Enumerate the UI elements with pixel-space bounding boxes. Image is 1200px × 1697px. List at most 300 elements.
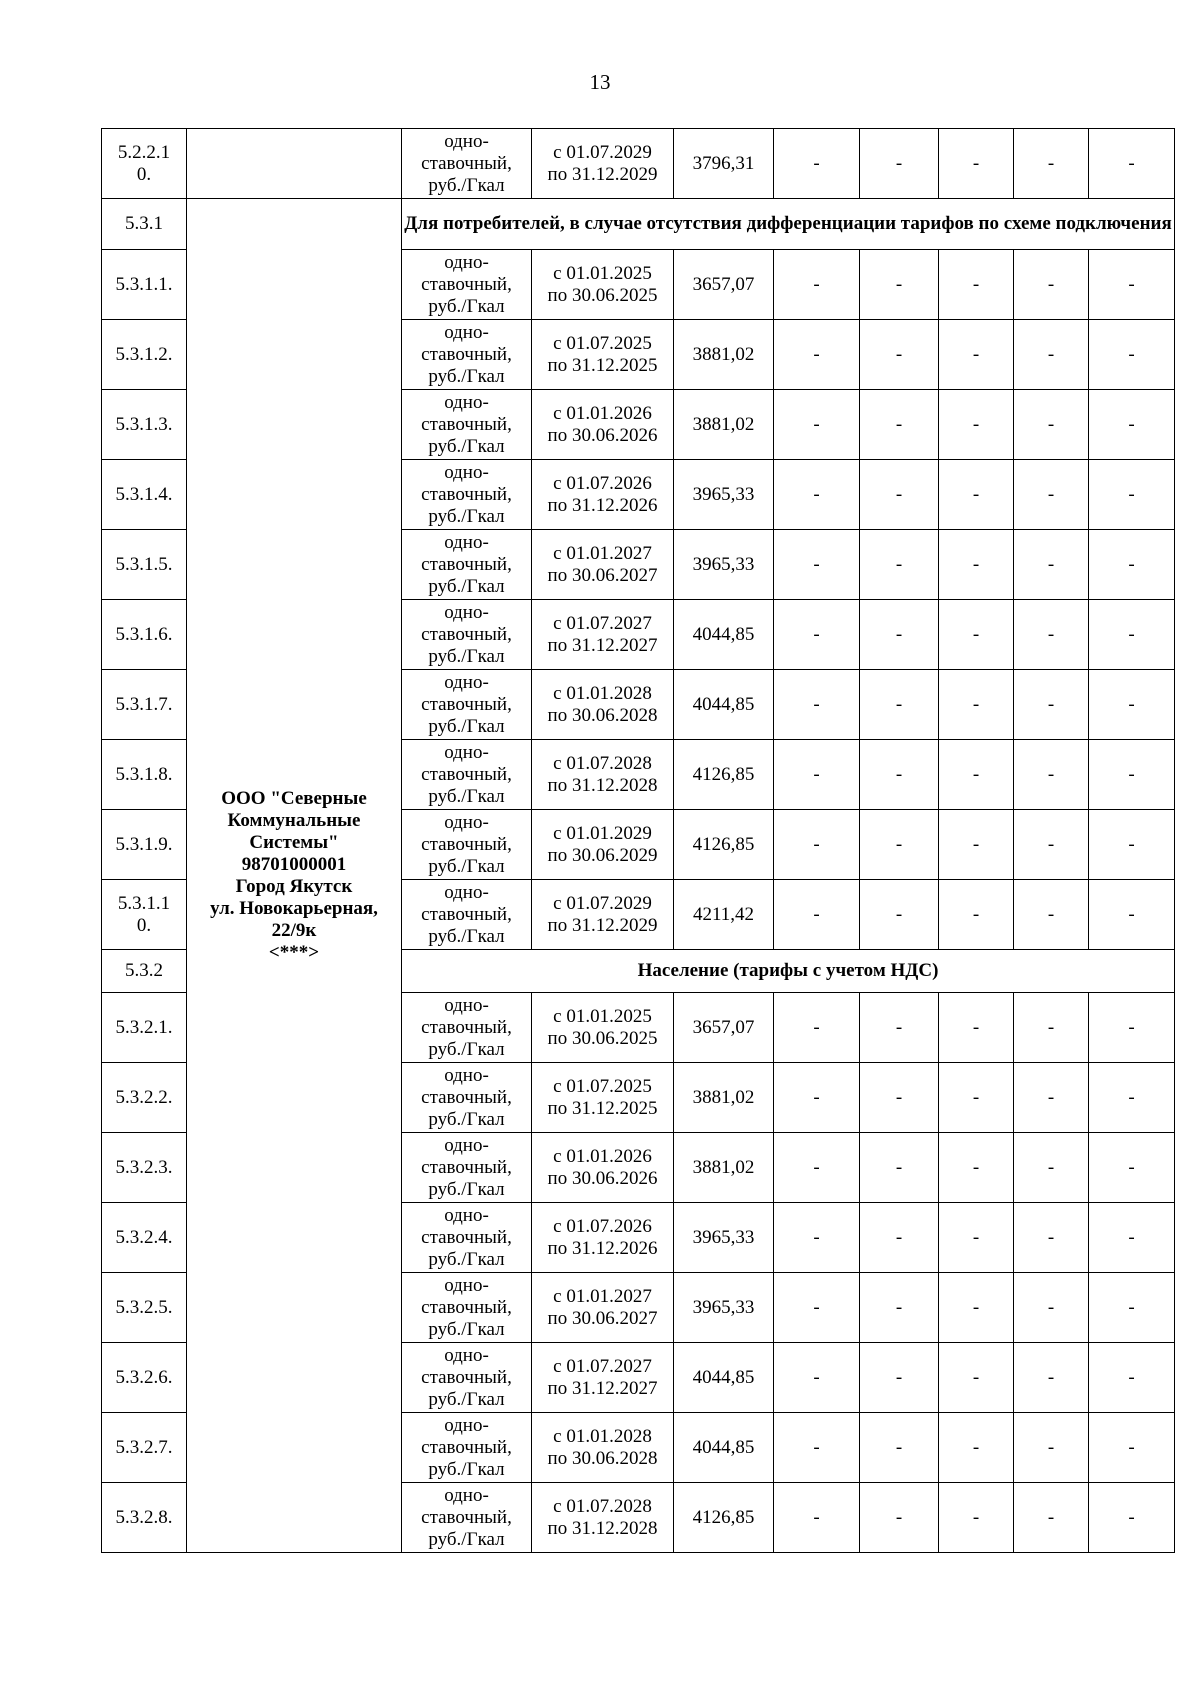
- tariff-value: 3965,33: [674, 1203, 774, 1273]
- rate-type-line: руб./Гкал: [428, 365, 505, 387]
- rate-type-line: руб./Гкал: [428, 295, 505, 317]
- dash-cell: -: [860, 390, 939, 460]
- row-code: [102, 740, 187, 810]
- dash-cell: -: [939, 129, 1014, 199]
- tariff-period: [532, 530, 674, 600]
- tariff-table: [101, 128, 1175, 1553]
- row-code-line: 5.3.2.3.: [115, 1156, 173, 1178]
- section-title: Население (тарифы с учетом НДС): [402, 950, 1175, 993]
- dash-cell: -: [860, 600, 939, 670]
- rate-type-line: ставочный,: [421, 833, 512, 855]
- section-row: [102, 199, 1175, 250]
- row-code-line: 5.3.2.2.: [115, 1086, 173, 1108]
- dash-cell: -: [860, 460, 939, 530]
- tariff-period: [532, 129, 674, 199]
- dash-cell: -: [939, 993, 1014, 1063]
- row-code: [102, 1133, 187, 1203]
- row-code-line: 0.: [136, 914, 152, 936]
- row-code-line: 5.3.2.7.: [115, 1436, 173, 1458]
- dash-cell: -: [1014, 1483, 1089, 1553]
- tariff-period: [532, 1413, 674, 1483]
- rate-type-line: одно-: [444, 251, 489, 273]
- period-line: с 01.01.2028: [553, 1425, 652, 1447]
- tariff-period: [532, 1273, 674, 1343]
- period-line: по 31.12.2027: [547, 1377, 658, 1399]
- rate-type-line: одно-: [444, 1274, 489, 1296]
- row-code-line: 5.3.1.5.: [115, 553, 173, 575]
- dash-cell: -: [939, 250, 1014, 320]
- rate-type-line: руб./Гкал: [428, 645, 505, 667]
- rate-type: [402, 1413, 532, 1483]
- tariff-period: [532, 1343, 674, 1413]
- page-number: 13: [589, 70, 611, 94]
- rate-type-line: руб./Гкал: [428, 1528, 505, 1550]
- dash-cell: -: [1089, 740, 1175, 810]
- dash-cell: -: [939, 530, 1014, 600]
- rate-type: [402, 670, 532, 740]
- dash-cell: -: [860, 1273, 939, 1343]
- period-line: по 30.06.2029: [547, 844, 658, 866]
- tariff-period: [532, 810, 674, 880]
- row-code-line: 5.3.1.3.: [115, 413, 173, 435]
- row-code-line: 5.3.2.6.: [115, 1366, 173, 1388]
- rate-type-line: ставочный,: [421, 1016, 512, 1038]
- period-line: по 30.06.2025: [547, 284, 658, 306]
- rate-type-line: руб./Гкал: [428, 715, 505, 737]
- dash-cell: -: [774, 670, 860, 740]
- dash-cell: -: [939, 740, 1014, 810]
- row-code: [102, 390, 187, 460]
- dash-cell: -: [774, 129, 860, 199]
- tariff-period: [532, 1133, 674, 1203]
- rate-type-line: одно-: [444, 130, 489, 152]
- dash-cell: -: [860, 1413, 939, 1483]
- dash-cell: -: [774, 810, 860, 880]
- dash-cell: -: [860, 670, 939, 740]
- rate-type-line: руб./Гкал: [428, 435, 505, 457]
- dash-cell: -: [939, 810, 1014, 880]
- dash-cell: -: [774, 880, 860, 950]
- period-line: по 30.06.2026: [547, 1167, 658, 1189]
- dash-cell: -: [860, 740, 939, 810]
- tariff-value: 4126,85: [674, 810, 774, 880]
- period-line: по 30.06.2027: [547, 564, 658, 586]
- row-code: [102, 1063, 187, 1133]
- rate-type: [402, 250, 532, 320]
- tariff-value: 3881,02: [674, 390, 774, 460]
- tariff-period: [532, 670, 674, 740]
- dash-cell: -: [1014, 1413, 1089, 1483]
- tariff-period: [532, 1203, 674, 1273]
- dash-cell: -: [1014, 250, 1089, 320]
- period-line: по 31.12.2029: [547, 163, 658, 185]
- row-code-line: 5.3.1.1: [117, 892, 171, 914]
- dash-cell: -: [860, 250, 939, 320]
- rate-type-line: руб./Гкал: [428, 174, 505, 196]
- rate-type-line: руб./Гкал: [428, 1318, 505, 1340]
- row-code: [102, 250, 187, 320]
- tariff-value: 3657,07: [674, 993, 774, 1063]
- period-line: с 01.01.2027: [553, 1285, 652, 1307]
- tariff-period: [532, 880, 674, 950]
- rate-type-line: ставочный,: [421, 1296, 512, 1318]
- rate-type-line: руб./Гкал: [428, 855, 505, 877]
- dash-cell: -: [1089, 390, 1175, 460]
- period-line: с 01.07.2026: [553, 472, 652, 494]
- dash-cell: -: [1014, 1133, 1089, 1203]
- rate-type-line: ставочный,: [421, 152, 512, 174]
- period-line: по 30.06.2025: [547, 1027, 658, 1049]
- dash-cell: -: [774, 1343, 860, 1413]
- rate-type: [402, 1273, 532, 1343]
- row-code-line: 5.3.1.8.: [115, 763, 173, 785]
- dash-cell: -: [1014, 1063, 1089, 1133]
- tariff-value: 4044,85: [674, 670, 774, 740]
- dash-cell: -: [939, 1273, 1014, 1343]
- period-line: с 01.07.2025: [553, 332, 652, 354]
- period-line: с 01.07.2027: [553, 612, 652, 634]
- row-code: [102, 670, 187, 740]
- dash-cell: -: [939, 390, 1014, 460]
- dash-cell: -: [774, 460, 860, 530]
- period-line: с 01.01.2028: [553, 682, 652, 704]
- rate-type-line: одно-: [444, 994, 489, 1016]
- dash-cell: -: [1014, 1203, 1089, 1273]
- dash-cell: -: [860, 129, 939, 199]
- dash-cell: -: [860, 810, 939, 880]
- row-code: [102, 880, 187, 950]
- rate-type: [402, 810, 532, 880]
- dash-cell: -: [1089, 993, 1175, 1063]
- period-line: с 01.01.2027: [553, 542, 652, 564]
- tariff-period: [532, 993, 674, 1063]
- rate-type-line: ставочный,: [421, 483, 512, 505]
- rate-type-line: одно-: [444, 531, 489, 553]
- period-line: по 31.12.2028: [547, 1517, 658, 1539]
- dash-cell: -: [774, 1413, 860, 1483]
- tariff-value: 3657,07: [674, 250, 774, 320]
- period-line: по 30.06.2028: [547, 1447, 658, 1469]
- tariff-value: 3881,02: [674, 320, 774, 390]
- rate-type-line: руб./Гкал: [428, 1458, 505, 1480]
- dash-cell: -: [1014, 530, 1089, 600]
- row-code: [102, 129, 187, 199]
- rate-type-line: ставочный,: [421, 1506, 512, 1528]
- dash-cell: -: [1014, 129, 1089, 199]
- dash-cell: -: [1089, 810, 1175, 880]
- rate-type-line: руб./Гкал: [428, 575, 505, 597]
- period-line: по 30.06.2027: [547, 1307, 658, 1329]
- dash-cell: -: [1014, 740, 1089, 810]
- row-code-line: 5.3.2.4.: [115, 1226, 173, 1248]
- dash-cell: -: [1089, 460, 1175, 530]
- organization-line: 22/9к: [271, 919, 317, 941]
- dash-cell: -: [1089, 129, 1175, 199]
- rate-type-line: ставочный,: [421, 1156, 512, 1178]
- dash-cell: -: [1014, 600, 1089, 670]
- dash-cell: -: [939, 460, 1014, 530]
- tariff-period: [532, 1483, 674, 1553]
- dash-cell: -: [1089, 1063, 1175, 1133]
- row-code: [102, 1483, 187, 1553]
- rate-type-line: руб./Гкал: [428, 1108, 505, 1130]
- dash-cell: -: [774, 530, 860, 600]
- dash-cell: -: [774, 1483, 860, 1553]
- rate-type: [402, 530, 532, 600]
- rate-type-line: ставочный,: [421, 1366, 512, 1388]
- period-line: с 01.07.2026: [553, 1215, 652, 1237]
- rate-type-line: руб./Гкал: [428, 1388, 505, 1410]
- rate-type-line: ставочный,: [421, 413, 512, 435]
- rate-type-line: одно-: [444, 811, 489, 833]
- dash-cell: -: [939, 600, 1014, 670]
- dash-cell: -: [939, 1483, 1014, 1553]
- dash-cell: -: [939, 1063, 1014, 1133]
- tariff-value: 3965,33: [674, 1273, 774, 1343]
- dash-cell: -: [1014, 1273, 1089, 1343]
- row-code: [102, 1203, 187, 1273]
- period-line: по 30.06.2028: [547, 704, 658, 726]
- tariff-value: 4044,85: [674, 600, 774, 670]
- row-code: [102, 600, 187, 670]
- rate-type: [402, 320, 532, 390]
- rate-type-line: одно-: [444, 461, 489, 483]
- tariff-value: 4044,85: [674, 1343, 774, 1413]
- dash-cell: -: [774, 1203, 860, 1273]
- tariff-value: 3881,02: [674, 1133, 774, 1203]
- rate-type-line: ставочный,: [421, 623, 512, 645]
- row-code-line: 5.3.2.1.: [115, 1016, 173, 1038]
- row-code-line: 5.2.2.1: [117, 141, 171, 163]
- dash-cell: -: [860, 530, 939, 600]
- tariff-value: 3965,33: [674, 460, 774, 530]
- dash-cell: -: [1089, 1203, 1175, 1273]
- rate-type-line: руб./Гкал: [428, 505, 505, 527]
- period-line: с 01.01.2029: [553, 822, 652, 844]
- rate-type-line: одно-: [444, 1344, 489, 1366]
- dash-cell: -: [1014, 670, 1089, 740]
- dash-cell: -: [860, 880, 939, 950]
- rate-type: [402, 880, 532, 950]
- rate-type: [402, 600, 532, 670]
- period-line: по 31.12.2025: [547, 1097, 658, 1119]
- dash-cell: -: [774, 390, 860, 460]
- dash-cell: -: [1089, 1133, 1175, 1203]
- dash-cell: -: [1089, 1483, 1175, 1553]
- dash-cell: -: [774, 600, 860, 670]
- row-code-line: 5.3.1.1.: [115, 273, 173, 295]
- row-code-line: 5.3.2.5.: [115, 1296, 173, 1318]
- row-code: [102, 530, 187, 600]
- tariff-value: 4126,85: [674, 740, 774, 810]
- dash-cell: -: [1014, 810, 1089, 880]
- row-code: [102, 320, 187, 390]
- dash-cell: -: [939, 1133, 1014, 1203]
- row-code-line: 5.3.2.8.: [115, 1506, 173, 1528]
- tariff-period: [532, 1063, 674, 1133]
- dash-cell: -: [939, 1203, 1014, 1273]
- organization-line: <***>: [268, 941, 320, 963]
- rate-type-line: одно-: [444, 601, 489, 623]
- dash-cell: -: [860, 1063, 939, 1133]
- dash-cell: -: [1014, 390, 1089, 460]
- period-line: по 31.12.2026: [547, 1237, 658, 1259]
- organization-cell-empty: [187, 129, 402, 199]
- rate-type: [402, 1063, 532, 1133]
- organization-line: Системы": [249, 831, 339, 853]
- section-title: Для потребителей, в случае отсутствия дифференциации тарифов по схеме подключения: [402, 199, 1175, 250]
- rate-type-line: одно-: [444, 391, 489, 413]
- period-line: по 31.12.2028: [547, 774, 658, 796]
- rate-type-line: ставочный,: [421, 553, 512, 575]
- period-line: по 30.06.2026: [547, 424, 658, 446]
- rate-type-line: ставочный,: [421, 273, 512, 295]
- dash-cell: -: [860, 1483, 939, 1553]
- row-code: [102, 1343, 187, 1413]
- period-line: с 01.07.2025: [553, 1075, 652, 1097]
- dash-cell: -: [1014, 880, 1089, 950]
- period-line: с 01.01.2026: [553, 1145, 652, 1167]
- rate-type-line: руб./Гкал: [428, 925, 505, 947]
- dash-cell: -: [774, 320, 860, 390]
- organization-line: ООО "Северные: [221, 787, 367, 809]
- organization-line: 98701000001: [241, 853, 347, 875]
- rate-type: [402, 740, 532, 810]
- period-line: с 01.07.2027: [553, 1355, 652, 1377]
- dash-cell: -: [860, 1203, 939, 1273]
- rate-type-line: одно-: [444, 1204, 489, 1226]
- dash-cell: -: [939, 670, 1014, 740]
- row-code-line: 5.3.1.7.: [115, 693, 173, 715]
- row-code-line: 5.3.1.2.: [115, 343, 173, 365]
- dash-cell: -: [1089, 320, 1175, 390]
- section-code: 5.3.2: [102, 950, 187, 993]
- rate-type: [402, 1203, 532, 1273]
- dash-cell: -: [774, 993, 860, 1063]
- period-line: с 01.07.2028: [553, 752, 652, 774]
- table-row: [102, 129, 1175, 199]
- tariff-value: 4211,42: [674, 880, 774, 950]
- dash-cell: -: [1014, 993, 1089, 1063]
- dash-cell: -: [860, 1133, 939, 1203]
- dash-cell: -: [774, 1133, 860, 1203]
- period-line: с 01.01.2025: [553, 1005, 652, 1027]
- rate-type: [402, 460, 532, 530]
- period-line: с 01.01.2026: [553, 402, 652, 424]
- dash-cell: -: [774, 250, 860, 320]
- row-code-line: 5.3.1.4.: [115, 483, 173, 505]
- dash-cell: -: [774, 1273, 860, 1343]
- dash-cell: -: [939, 320, 1014, 390]
- rate-type-line: ставочный,: [421, 343, 512, 365]
- period-line: с 01.01.2025: [553, 262, 652, 284]
- rate-type: [402, 129, 532, 199]
- dash-cell: -: [1089, 600, 1175, 670]
- dash-cell: -: [939, 1413, 1014, 1483]
- period-line: с 01.07.2029: [553, 141, 652, 163]
- rate-type-line: одно-: [444, 1134, 489, 1156]
- row-code: [102, 1273, 187, 1343]
- dash-cell: -: [774, 1063, 860, 1133]
- rate-type-line: ставочный,: [421, 1086, 512, 1108]
- dash-cell: -: [860, 1343, 939, 1413]
- tariff-value: 4044,85: [674, 1413, 774, 1483]
- rate-type-line: одно-: [444, 321, 489, 343]
- rate-type-line: руб./Гкал: [428, 1248, 505, 1270]
- tariff-period: [532, 740, 674, 810]
- organization-line: Город Якутск: [235, 875, 353, 897]
- tariff-period: [532, 250, 674, 320]
- rate-type: [402, 390, 532, 460]
- tariff-value: 3965,33: [674, 530, 774, 600]
- row-code-line: 5.3.1.6.: [115, 623, 173, 645]
- row-code-line: 5.3.1.9.: [115, 833, 173, 855]
- rate-type-line: руб./Гкал: [428, 785, 505, 807]
- rate-type-line: руб./Гкал: [428, 1038, 505, 1060]
- rate-type: [402, 1483, 532, 1553]
- period-line: по 31.12.2029: [547, 914, 658, 936]
- rate-type-line: одно-: [444, 1414, 489, 1436]
- rate-type: [402, 993, 532, 1063]
- dash-cell: -: [939, 880, 1014, 950]
- period-line: с 01.07.2029: [553, 892, 652, 914]
- dash-cell: -: [1089, 670, 1175, 740]
- section-code: 5.3.1: [102, 199, 187, 250]
- dash-cell: -: [1089, 250, 1175, 320]
- rate-type-line: одно-: [444, 1484, 489, 1506]
- tariff-value: 3881,02: [674, 1063, 774, 1133]
- row-code: [102, 460, 187, 530]
- rate-type-line: ставочный,: [421, 1226, 512, 1248]
- dash-cell: -: [1089, 1343, 1175, 1413]
- tariff-value: 3796,31: [674, 129, 774, 199]
- tariff-period: [532, 390, 674, 460]
- organization-line: ул. Новокарьерная,: [210, 897, 378, 919]
- rate-type: [402, 1343, 532, 1413]
- rate-type-line: ставочный,: [421, 763, 512, 785]
- rate-type-line: одно-: [444, 741, 489, 763]
- tariff-period: [532, 600, 674, 670]
- dash-cell: -: [1089, 530, 1175, 600]
- period-line: по 31.12.2027: [547, 634, 658, 656]
- rate-type-line: одно-: [444, 881, 489, 903]
- tariff-period: [532, 320, 674, 390]
- tariff-value: 4126,85: [674, 1483, 774, 1553]
- dash-cell: -: [860, 993, 939, 1063]
- rate-type-line: ставочный,: [421, 693, 512, 715]
- dash-cell: -: [774, 740, 860, 810]
- dash-cell: -: [1014, 320, 1089, 390]
- row-code: [102, 810, 187, 880]
- dash-cell: -: [860, 320, 939, 390]
- rate-type-line: одно-: [444, 1064, 489, 1086]
- row-code: [102, 993, 187, 1063]
- rate-type-line: руб./Гкал: [428, 1178, 505, 1200]
- period-line: по 31.12.2025: [547, 354, 658, 376]
- period-line: с 01.07.2028: [553, 1495, 652, 1517]
- organization-name: [187, 199, 402, 1553]
- dash-cell: -: [1014, 1343, 1089, 1413]
- period-line: по 31.12.2026: [547, 494, 658, 516]
- dash-cell: -: [1089, 880, 1175, 950]
- rate-type-line: одно-: [444, 671, 489, 693]
- dash-cell: -: [939, 1343, 1014, 1413]
- rate-type-line: ставочный,: [421, 1436, 512, 1458]
- row-code: [102, 1413, 187, 1483]
- tariff-period: [532, 460, 674, 530]
- row-code-line: 0.: [136, 163, 152, 185]
- dash-cell: -: [1089, 1273, 1175, 1343]
